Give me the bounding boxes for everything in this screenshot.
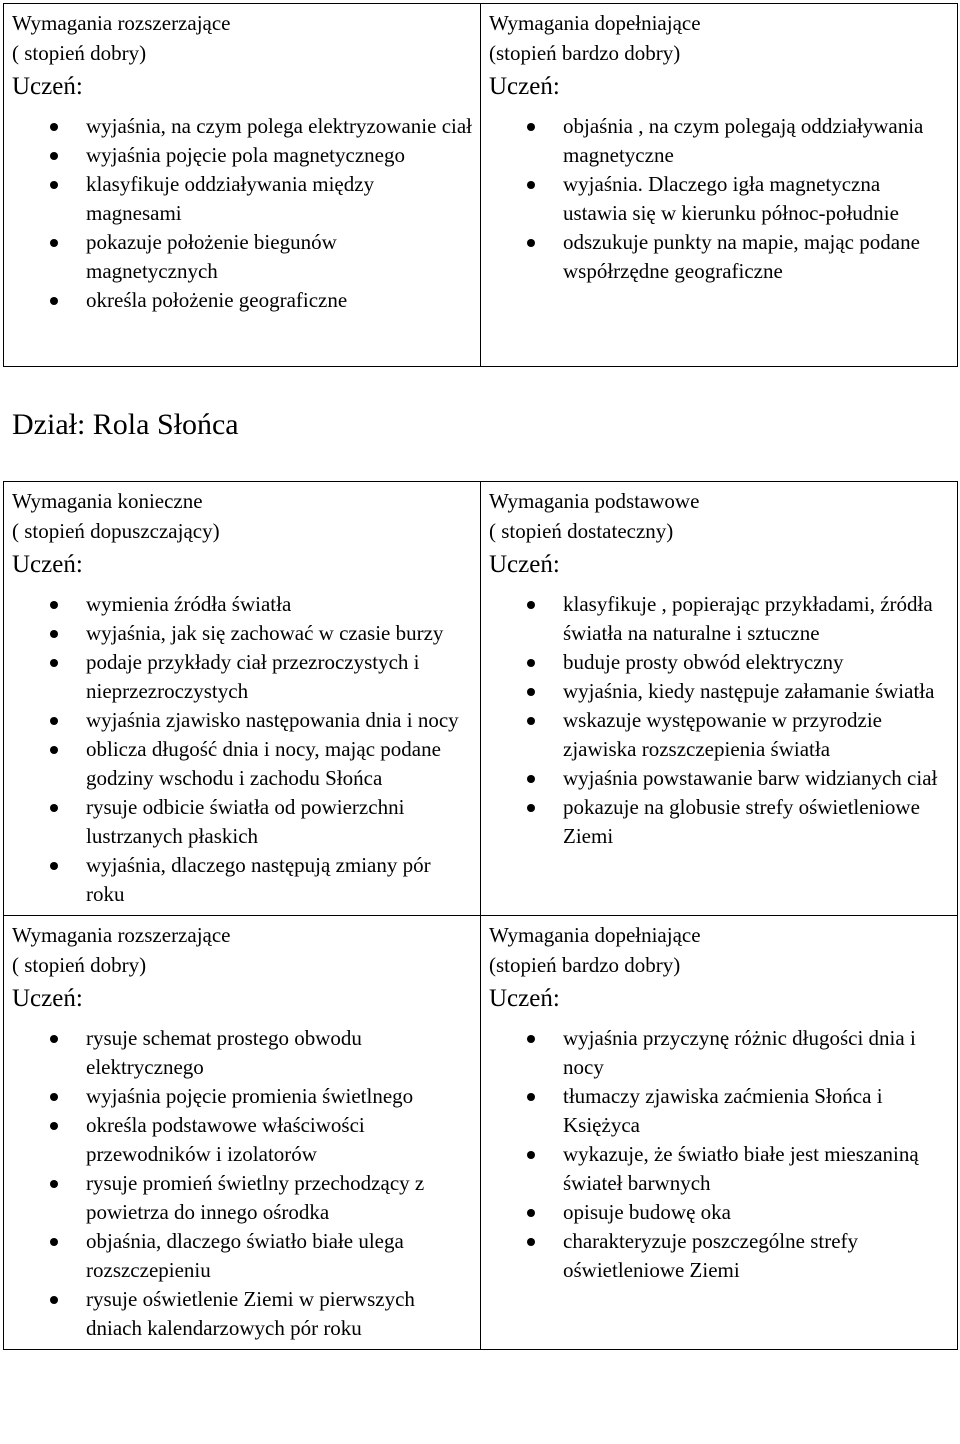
list-item: podaje przykłady ciał przezroczystych i nieprzezroczystych [12, 648, 472, 706]
section-title: Dział: Rola Słońca [12, 408, 239, 441]
list-item: klasyfikuje oddziaływania między magnesami [12, 170, 472, 228]
list-item: rysuje oświetlenie Ziemi w pierwszych dniach kalendarzowych pór roku [12, 1285, 472, 1343]
list-item: klasyfikuje , popierając przykładami, źródła światła na naturalne i sztuczne [489, 590, 949, 648]
list-item: wymienia źródła światła [12, 590, 472, 619]
list-item: buduje prosty obwód elektryczny [489, 648, 949, 677]
cell-lead: Uczeń: [12, 551, 83, 578]
cell-title: Wymagania podstawowe [489, 489, 700, 513]
list-item: objaśnia , na czym polegają oddziaływania magnetyczne [489, 112, 949, 170]
requirements-table-magnetism [3, 3, 958, 367]
cell-lead: Uczeń: [12, 73, 83, 100]
list-item: opisuje budowę oka [489, 1198, 949, 1227]
requirements-list [489, 112, 949, 286]
cell-subtitle: ( stopień dostateczny) [489, 519, 674, 543]
table-row [4, 4, 958, 367]
cell-lead: Uczeń: [489, 985, 560, 1012]
list-item: wyjaśnia, na czym polega elektryzowanie ciał [12, 112, 472, 141]
list-item: wyjaśnia powstawanie barw widzianych ciał [489, 764, 949, 793]
requirements-table-sun [3, 481, 958, 1350]
list-item: wyjaśnia pojęcie promienia świetlnego [12, 1082, 472, 1111]
requirements-list [12, 590, 472, 909]
cell-title: Wymagania dopełniające [489, 923, 701, 947]
list-item: wyjaśnia, kiedy następuje załamanie światła [489, 677, 949, 706]
cell-lead: Uczeń: [489, 551, 560, 578]
cell-subtitle: ( stopień dobry) [12, 953, 147, 977]
requirements-list [489, 1024, 949, 1285]
cell-subtitle: (stopień bardzo dobry) [489, 41, 681, 65]
list-item: pokazuje na globusie strefy oświetleniowe Ziemi [489, 793, 949, 851]
list-item: odszukuje punkty na mapie, mając podane współrzędne geograficzne [489, 228, 949, 286]
requirements-cell-complementary [481, 4, 958, 367]
cell-title: Wymagania rozszerzające [12, 923, 231, 947]
requirements-cell-basic [481, 482, 958, 916]
cell-subtitle: ( stopień dobry) [12, 41, 147, 65]
list-item: wyjaśnia. Dlaczego igła magnetyczna ustawia się w kierunku północ-południe [489, 170, 949, 228]
cell-lead: Uczeń: [489, 73, 560, 100]
cell-title: Wymagania konieczne [12, 489, 203, 513]
list-item: wskazuje występowanie w przyrodzie zjawiska rozszczepienia światła [489, 706, 949, 764]
cell-subtitle: ( stopień dopuszczający) [12, 519, 220, 543]
requirements-cell-extended [4, 4, 481, 367]
list-item: określa podstawowe właściwości przewodników i izolatorów [12, 1111, 472, 1169]
list-item: wyjaśnia, dlaczego następują zmiany pór roku [12, 851, 472, 909]
cell-subtitle: (stopień bardzo dobry) [489, 953, 681, 977]
list-item: objaśnia, dlaczego światło białe ulega rozszczepieniu [12, 1227, 472, 1285]
cell-lead: Uczeń: [12, 985, 83, 1012]
requirements-cell-necessary [4, 482, 481, 916]
list-item: tłumaczy zjawiska zaćmienia Słońca i Księżyca [489, 1082, 949, 1140]
table-row [4, 916, 958, 1350]
table-row [4, 482, 958, 916]
requirements-list [489, 590, 949, 851]
list-item: wyjaśnia zjawisko następowania dnia i nocy [12, 706, 472, 735]
requirements-list [12, 112, 472, 315]
requirements-cell-complementary [481, 916, 958, 1350]
cell-title: Wymagania rozszerzające [12, 11, 231, 35]
list-item: charakteryzuje poszczególne strefy oświetleniowe Ziemi [489, 1227, 949, 1285]
list-item: wyjaśnia, jak się zachować w czasie burzy [12, 619, 472, 648]
list-item: pokazuje położenie biegunów magnetycznych [12, 228, 472, 286]
requirements-list [12, 1024, 472, 1343]
list-item: oblicza długość dnia i nocy, mając podane godziny wschodu i zachodu Słońca [12, 735, 472, 793]
list-item: rysuje odbicie światła od powierzchni lustrzanych płaskich [12, 793, 472, 851]
list-item: wykazuje, że światło białe jest mieszaniną świateł barwnych [489, 1140, 949, 1198]
list-item: rysuje schemat prostego obwodu elektrycznego [12, 1024, 472, 1082]
list-item: określa położenie geograficzne [12, 286, 472, 315]
list-item: rysuje promień świetlny przechodzący z powietrza do innego ośrodka [12, 1169, 472, 1227]
list-item: wyjaśnia pojęcie pola magnetycznego [12, 141, 472, 170]
requirements-cell-extended [4, 916, 481, 1350]
cell-title: Wymagania dopełniające [489, 11, 701, 35]
list-item: wyjaśnia przyczynę różnic długości dnia i nocy [489, 1024, 949, 1082]
